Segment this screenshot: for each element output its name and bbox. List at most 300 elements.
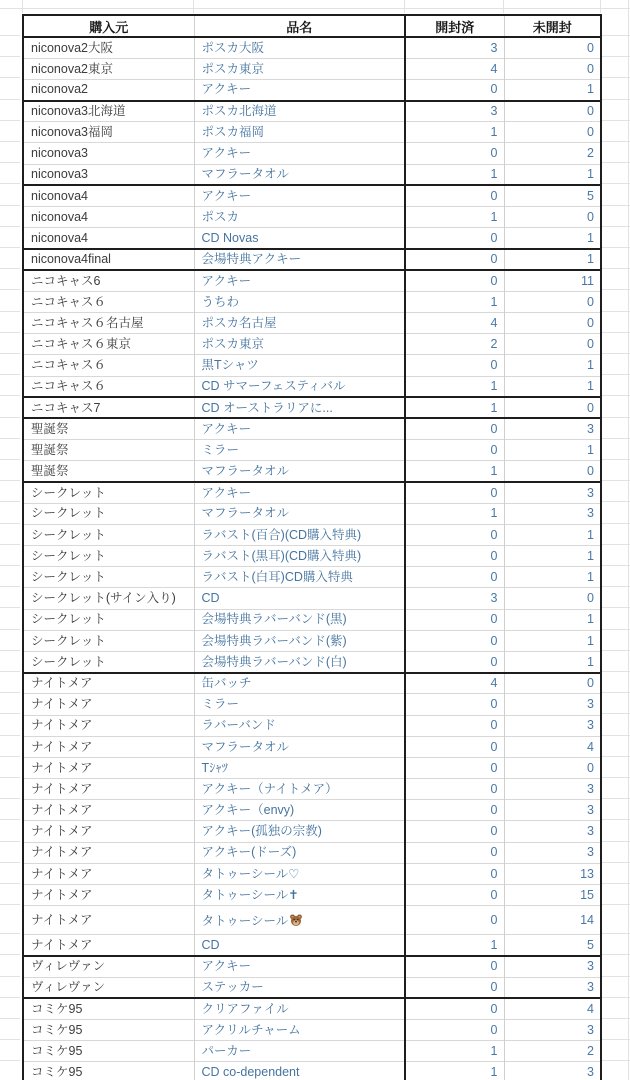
source-cell[interactable]: シークレット bbox=[23, 482, 194, 503]
source-cell[interactable]: niconova4 bbox=[23, 207, 194, 228]
gridline bbox=[602, 56, 630, 57]
gridline bbox=[602, 183, 630, 184]
table-row bbox=[23, 885, 601, 906]
gridline bbox=[0, 459, 20, 460]
gridline bbox=[193, 0, 194, 13]
gridline bbox=[602, 120, 630, 121]
unopened-count-cell[interactable]: 4 bbox=[504, 998, 601, 1019]
source-cell[interactable]: ナイトメア bbox=[23, 863, 194, 884]
source-cell[interactable]: 聖誕祭 bbox=[23, 440, 194, 461]
gridline bbox=[0, 417, 20, 418]
unopened-count-cell[interactable]: 3 bbox=[504, 956, 601, 977]
source-cell[interactable]: niconova3 bbox=[23, 143, 194, 164]
table-row bbox=[23, 651, 601, 672]
table-row bbox=[23, 863, 601, 884]
gridline bbox=[602, 798, 630, 799]
unopened-count-cell[interactable]: 1 bbox=[504, 164, 601, 185]
item-link-cell[interactable]: アクキー（envy) bbox=[194, 800, 405, 821]
source-cell[interactable]: シークレット(サイン入り) bbox=[23, 588, 194, 609]
gridline bbox=[602, 417, 630, 418]
opened-count-cell[interactable]: 1 bbox=[405, 376, 504, 397]
opened-count-cell[interactable]: 0 bbox=[405, 906, 504, 935]
unopened-count-cell[interactable]: 1 bbox=[504, 376, 601, 397]
item-link-cell[interactable]: パーカー bbox=[194, 1041, 405, 1062]
opened-count-cell[interactable]: 1 bbox=[405, 1062, 504, 1080]
gridline bbox=[0, 438, 20, 439]
source-cell[interactable]: ニコキャス6 bbox=[23, 270, 194, 291]
item-link-cell[interactable]: マフラータオル bbox=[194, 736, 405, 757]
opened-count-cell[interactable]: 1 bbox=[405, 207, 504, 228]
gridline bbox=[0, 997, 20, 998]
gridline bbox=[602, 438, 630, 439]
table-row bbox=[23, 977, 601, 998]
unopened-count-cell[interactable]: 1 bbox=[504, 524, 601, 545]
unopened-count-cell[interactable]: 1 bbox=[504, 609, 601, 630]
unopened-count-cell[interactable]: 0 bbox=[504, 122, 601, 143]
source-cell[interactable]: niconova2東京 bbox=[23, 58, 194, 79]
gridline bbox=[0, 77, 20, 78]
item-link-cell[interactable]: アクキー bbox=[194, 185, 405, 206]
unopened-count-cell[interactable]: 3 bbox=[504, 1019, 601, 1040]
table-row bbox=[23, 249, 601, 270]
gridline bbox=[602, 247, 630, 248]
gridline bbox=[0, 226, 20, 227]
table-row bbox=[23, 122, 601, 143]
table-row bbox=[23, 312, 601, 333]
item-link-cell[interactable]: マフラータオル bbox=[194, 503, 405, 524]
table-row bbox=[23, 101, 601, 122]
item-link-cell[interactable]: アクキー bbox=[194, 482, 405, 503]
table-row bbox=[23, 482, 601, 503]
opened-count-cell[interactable]: 4 bbox=[405, 58, 504, 79]
opened-count-cell[interactable]: 1 bbox=[405, 503, 504, 524]
unopened-count-cell[interactable]: 3 bbox=[504, 482, 601, 503]
opened-count-cell[interactable]: 0 bbox=[405, 249, 504, 270]
gridline bbox=[0, 247, 20, 248]
gridline bbox=[602, 523, 630, 524]
gridline bbox=[602, 162, 630, 163]
unopened-count-cell[interactable]: 0 bbox=[504, 397, 601, 418]
item-link-cell[interactable]: ポスカ bbox=[194, 207, 405, 228]
unopened-count-cell[interactable]: 4 bbox=[504, 736, 601, 757]
gridline bbox=[602, 841, 630, 842]
opened-count-cell[interactable]: 0 bbox=[405, 567, 504, 588]
opened-count-cell[interactable]: 3 bbox=[405, 101, 504, 122]
table-row bbox=[23, 355, 601, 376]
unopened-count-cell[interactable]: 1 bbox=[504, 651, 601, 672]
item-link-cell[interactable]: 会場特典ラバーバンド(紫) bbox=[194, 630, 405, 651]
unopened-count-cell[interactable]: 3 bbox=[504, 503, 601, 524]
item-link-cell[interactable]: 会場特典ラバーバンド(白) bbox=[194, 651, 405, 672]
item-link-cell[interactable]: CD co-dependent bbox=[194, 1062, 405, 1080]
gridline bbox=[503, 0, 504, 13]
table-row bbox=[23, 207, 601, 228]
unopened-count-cell[interactable]: 1 bbox=[504, 546, 601, 567]
source-cell[interactable]: シークレット bbox=[23, 630, 194, 651]
item-link-cell[interactable]: アクキー bbox=[194, 418, 405, 439]
source-cell[interactable]: ナイトメア bbox=[23, 715, 194, 736]
item-link-cell[interactable]: ラバスト(黒耳)(CD購入特典) bbox=[194, 546, 405, 567]
item-link-cell[interactable]: アクキー(孤独の宗教) bbox=[194, 821, 405, 842]
opened-count-cell[interactable]: 0 bbox=[405, 800, 504, 821]
source-cell[interactable]: シークレット bbox=[23, 503, 194, 524]
table-row bbox=[23, 956, 601, 977]
gridline bbox=[0, 1060, 20, 1061]
source-cell[interactable]: シークレット bbox=[23, 546, 194, 567]
gridline bbox=[0, 501, 20, 502]
gridline bbox=[602, 671, 630, 672]
unopened-count-cell[interactable]: 5 bbox=[504, 185, 601, 206]
source-cell[interactable]: ナイトメア bbox=[23, 736, 194, 757]
unopened-count-cell[interactable]: 1 bbox=[504, 440, 601, 461]
item-link-cell[interactable]: ラバスト(百合)(CD購入特典) bbox=[194, 524, 405, 545]
gridline bbox=[602, 756, 630, 757]
gridline bbox=[602, 565, 630, 566]
table-row bbox=[23, 79, 601, 100]
source-cell[interactable]: 聖誕祭 bbox=[23, 418, 194, 439]
gridline bbox=[602, 35, 630, 36]
gridline bbox=[602, 205, 630, 206]
item-link-cell[interactable]: ポスカ名古屋 bbox=[194, 312, 405, 333]
table-row bbox=[23, 673, 601, 694]
source-cell[interactable]: ナイトメア bbox=[23, 821, 194, 842]
source-cell[interactable]: ナイトメア bbox=[23, 800, 194, 821]
gridline bbox=[602, 777, 630, 778]
unopened-count-cell[interactable]: 0 bbox=[504, 207, 601, 228]
opened-count-cell[interactable]: 0 bbox=[405, 355, 504, 376]
source-cell[interactable]: ナイトメア bbox=[23, 935, 194, 956]
teddy-bear-emoji bbox=[289, 913, 303, 927]
item-link-cell[interactable]: ポスカ福岡 bbox=[194, 122, 405, 143]
opened-count-cell[interactable]: 0 bbox=[405, 228, 504, 249]
opened-count-cell[interactable]: 0 bbox=[405, 977, 504, 998]
item-link-cell[interactable]: マフラータオル bbox=[194, 164, 405, 185]
opened-count-cell[interactable]: 0 bbox=[405, 630, 504, 651]
source-cell[interactable]: シークレット bbox=[23, 609, 194, 630]
item-link-cell[interactable]: アクキー bbox=[194, 270, 405, 291]
opened-count-cell[interactable]: 0 bbox=[405, 440, 504, 461]
source-cell[interactable]: ナイトメア bbox=[23, 757, 194, 778]
source-cell[interactable]: コミケ95 bbox=[23, 1019, 194, 1040]
unopened-count-cell[interactable]: 1 bbox=[504, 228, 601, 249]
unopened-count-cell[interactable]: 3 bbox=[504, 694, 601, 715]
gridline bbox=[602, 607, 630, 608]
gridline bbox=[602, 332, 630, 333]
opened-count-cell[interactable]: 0 bbox=[405, 842, 504, 863]
table-row bbox=[23, 935, 601, 956]
column-header-opened[interactable]: 開封済 bbox=[405, 15, 504, 37]
unopened-count-cell[interactable]: 2 bbox=[504, 143, 601, 164]
item-link-cell[interactable]: 缶バッチ bbox=[194, 673, 405, 694]
item-link-cell[interactable]: ポスカ北海道 bbox=[194, 101, 405, 122]
item-link-cell[interactable]: 会場特典ラバーバンド(黒) bbox=[194, 609, 405, 630]
item-link-cell[interactable]: アクキー bbox=[194, 956, 405, 977]
gridline bbox=[602, 954, 630, 955]
gridline bbox=[0, 904, 20, 905]
unopened-count-cell[interactable]: 0 bbox=[504, 757, 601, 778]
column-header-unopened[interactable]: 未開封 bbox=[504, 15, 601, 37]
item-link-cell[interactable]: ミラー bbox=[194, 694, 405, 715]
table-row bbox=[23, 998, 601, 1019]
gridline bbox=[0, 523, 20, 524]
source-cell[interactable]: niconova4 bbox=[23, 228, 194, 249]
gridline bbox=[600, 0, 601, 13]
table-row bbox=[23, 736, 601, 757]
unopened-count-cell[interactable]: 1 bbox=[504, 630, 601, 651]
opened-count-cell[interactable]: 0 bbox=[405, 143, 504, 164]
item-link-cell[interactable]: 会場特典アクキー bbox=[194, 249, 405, 270]
opened-count-cell[interactable]: 3 bbox=[405, 588, 504, 609]
opened-count-cell[interactable]: 0 bbox=[405, 651, 504, 672]
table-row bbox=[23, 270, 601, 291]
gridline bbox=[602, 395, 630, 396]
item-link-cell[interactable]: アクキー bbox=[194, 143, 405, 164]
item-link-cell[interactable]: CD bbox=[194, 588, 405, 609]
item-link-cell[interactable]: Tｼｬﾂ bbox=[194, 757, 405, 778]
unopened-count-cell[interactable]: 0 bbox=[504, 291, 601, 312]
opened-count-cell[interactable]: 2 bbox=[405, 334, 504, 355]
table-row bbox=[23, 37, 601, 58]
gridline bbox=[0, 713, 20, 714]
gridline bbox=[602, 997, 630, 998]
opened-count-cell[interactable]: 1 bbox=[405, 461, 504, 482]
source-cell[interactable]: ニコキャス7 bbox=[23, 397, 194, 418]
source-cell[interactable]: ナイトメア bbox=[23, 842, 194, 863]
table-row bbox=[23, 630, 601, 651]
gridline bbox=[0, 933, 20, 934]
unopened-count-cell[interactable]: 14 bbox=[504, 906, 601, 935]
item-link-cell[interactable]: アクキー（ナイトメア） bbox=[194, 779, 405, 800]
unopened-count-cell[interactable]: 2 bbox=[504, 1041, 601, 1062]
gridline bbox=[602, 713, 630, 714]
gridline bbox=[0, 650, 20, 651]
unopened-count-cell[interactable]: 0 bbox=[504, 58, 601, 79]
gridline bbox=[0, 1039, 20, 1040]
unopened-count-cell[interactable]: 11 bbox=[504, 270, 601, 291]
unopened-count-cell[interactable]: 0 bbox=[504, 673, 601, 694]
item-link-cell[interactable]: アクキー(ドーズ) bbox=[194, 842, 405, 863]
gridline bbox=[0, 56, 20, 57]
unopened-count-cell[interactable]: 0 bbox=[504, 312, 601, 333]
opened-count-cell[interactable]: 1 bbox=[405, 164, 504, 185]
opened-count-cell[interactable]: 0 bbox=[405, 757, 504, 778]
item-link-cell[interactable]: うちわ bbox=[194, 291, 405, 312]
opened-count-cell[interactable]: 1 bbox=[405, 122, 504, 143]
unopened-count-cell[interactable]: 3 bbox=[504, 779, 601, 800]
item-link-cell[interactable]: ミラー bbox=[194, 440, 405, 461]
opened-count-cell[interactable]: 4 bbox=[405, 312, 504, 333]
opened-count-cell[interactable]: 0 bbox=[405, 779, 504, 800]
gridline bbox=[602, 226, 630, 227]
source-cell[interactable]: niconova3 bbox=[23, 164, 194, 185]
gridline bbox=[0, 1018, 20, 1019]
opened-count-cell[interactable]: 0 bbox=[405, 1019, 504, 1040]
opened-count-cell[interactable]: 1 bbox=[405, 935, 504, 956]
source-cell[interactable]: ナイトメア bbox=[23, 694, 194, 715]
column-header-source[interactable]: 購入元 bbox=[23, 15, 194, 37]
item-link-cell[interactable]: マフラータオル bbox=[194, 461, 405, 482]
source-cell[interactable]: ナイトメア bbox=[23, 779, 194, 800]
item-link-cell[interactable]: CD オーストラリアに... bbox=[194, 397, 405, 418]
gridline bbox=[0, 332, 20, 333]
table-row bbox=[23, 397, 601, 418]
table-body bbox=[23, 37, 601, 1080]
source-cell[interactable]: ニコキャス６東京 bbox=[23, 334, 194, 355]
table-row bbox=[23, 503, 601, 524]
gridline bbox=[0, 311, 20, 312]
unopened-count-cell[interactable]: 5 bbox=[504, 935, 601, 956]
opened-count-cell[interactable]: 0 bbox=[405, 546, 504, 567]
unopened-count-cell[interactable]: 1 bbox=[504, 567, 601, 588]
opened-count-cell[interactable]: 0 bbox=[405, 715, 504, 736]
opened-count-cell[interactable]: 0 bbox=[405, 609, 504, 630]
gridline bbox=[0, 735, 20, 736]
opened-count-cell[interactable]: 0 bbox=[405, 270, 504, 291]
source-cell[interactable]: niconova3北海道 bbox=[23, 101, 194, 122]
item-link-cell[interactable]: 黒Tシャツ bbox=[194, 355, 405, 376]
gridline bbox=[0, 607, 20, 608]
unopened-count-cell[interactable]: 3 bbox=[504, 418, 601, 439]
unopened-count-cell[interactable]: 15 bbox=[504, 885, 601, 906]
gridline bbox=[602, 459, 630, 460]
source-cell[interactable]: ナイトメア bbox=[23, 885, 194, 906]
source-cell[interactable]: ヴィレヴァン bbox=[23, 956, 194, 977]
unopened-count-cell[interactable]: 0 bbox=[504, 334, 601, 355]
opened-count-cell[interactable]: 0 bbox=[405, 885, 504, 906]
opened-count-cell[interactable]: 1 bbox=[405, 291, 504, 312]
unopened-count-cell[interactable]: 0 bbox=[504, 101, 601, 122]
item-link-cell[interactable]: アクキー bbox=[194, 79, 405, 100]
unopened-count-cell[interactable]: 1 bbox=[504, 249, 601, 270]
table-row bbox=[23, 164, 601, 185]
item-link-cell[interactable]: タトゥーシール♡ bbox=[194, 863, 405, 884]
opened-count-cell[interactable]: 0 bbox=[405, 736, 504, 757]
opened-count-cell[interactable]: 0 bbox=[405, 418, 504, 439]
source-cell[interactable]: ニコキャス６名古屋 bbox=[23, 312, 194, 333]
source-cell[interactable]: コミケ95 bbox=[23, 998, 194, 1019]
source-cell[interactable]: ナイトメア bbox=[23, 673, 194, 694]
source-cell[interactable]: ニコキャス６ bbox=[23, 355, 194, 376]
source-cell[interactable]: コミケ95 bbox=[23, 1062, 194, 1080]
source-cell[interactable]: ニコキャス６ bbox=[23, 376, 194, 397]
opened-count-cell[interactable]: 0 bbox=[405, 998, 504, 1019]
item-link-cell[interactable]: ポスカ大阪 bbox=[194, 37, 405, 58]
gridline bbox=[602, 976, 630, 977]
item-link-cell[interactable]: アクリルチャーム bbox=[194, 1019, 405, 1040]
item-link-cell[interactable]: CD サマーフェスティバル bbox=[194, 376, 405, 397]
item-link-cell[interactable]: ポスカ東京 bbox=[194, 58, 405, 79]
gridline bbox=[0, 268, 20, 269]
opened-count-cell[interactable]: 3 bbox=[405, 37, 504, 58]
gridline bbox=[22, 0, 23, 13]
gridline bbox=[0, 374, 20, 375]
opened-count-cell[interactable]: 0 bbox=[405, 694, 504, 715]
unopened-count-cell[interactable]: 3 bbox=[504, 977, 601, 998]
unopened-count-cell[interactable]: 13 bbox=[504, 863, 601, 884]
opened-count-cell[interactable]: 0 bbox=[405, 821, 504, 842]
unopened-count-cell[interactable]: 1 bbox=[504, 79, 601, 100]
table-row bbox=[23, 1041, 601, 1062]
unopened-count-cell[interactable]: 3 bbox=[504, 715, 601, 736]
source-cell[interactable]: ナイトメア bbox=[23, 906, 194, 935]
gridline bbox=[602, 586, 630, 587]
source-cell[interactable]: niconova2大阪 bbox=[23, 37, 194, 58]
gridline bbox=[602, 862, 630, 863]
opened-count-cell[interactable]: 0 bbox=[405, 956, 504, 977]
source-cell[interactable]: シークレット bbox=[23, 567, 194, 588]
gridline bbox=[0, 99, 20, 100]
opened-count-cell[interactable]: 0 bbox=[405, 482, 504, 503]
column-header-item[interactable]: 品名 bbox=[194, 15, 405, 37]
unopened-count-cell[interactable]: 1 bbox=[504, 355, 601, 376]
source-cell[interactable]: niconova4final bbox=[23, 249, 194, 270]
unopened-count-cell[interactable]: 3 bbox=[504, 800, 601, 821]
opened-count-cell[interactable]: 0 bbox=[405, 863, 504, 884]
gridline bbox=[602, 904, 630, 905]
unopened-count-cell[interactable]: 3 bbox=[504, 1062, 601, 1080]
unopened-count-cell[interactable]: 0 bbox=[504, 37, 601, 58]
gridline bbox=[602, 353, 630, 354]
unopened-count-cell[interactable]: 3 bbox=[504, 842, 601, 863]
unopened-count-cell[interactable]: 0 bbox=[504, 461, 601, 482]
table-row bbox=[23, 694, 601, 715]
source-cell[interactable]: niconova2 bbox=[23, 79, 194, 100]
item-link-cell[interactable]: ラバーバンド bbox=[194, 715, 405, 736]
gridline bbox=[602, 1060, 630, 1061]
item-link-cell[interactable]: ステッカー bbox=[194, 977, 405, 998]
gridline bbox=[602, 692, 630, 693]
item-link-cell[interactable]: タトゥーシール bbox=[194, 906, 405, 935]
opened-count-cell[interactable]: 4 bbox=[405, 673, 504, 694]
unopened-count-cell[interactable]: 3 bbox=[504, 821, 601, 842]
item-link-cell[interactable]: CD Novas bbox=[194, 228, 405, 249]
item-link-cell[interactable]: ラバスト(白耳)CD購入特典 bbox=[194, 567, 405, 588]
source-cell[interactable]: 聖誕祭 bbox=[23, 461, 194, 482]
unopened-count-cell[interactable]: 0 bbox=[504, 588, 601, 609]
item-link-cell[interactable]: タトゥーシール✝ bbox=[194, 885, 405, 906]
item-link-cell[interactable]: ポスカ東京 bbox=[194, 334, 405, 355]
gridline bbox=[602, 735, 630, 736]
gridline bbox=[602, 480, 630, 481]
opened-count-cell[interactable]: 1 bbox=[405, 397, 504, 418]
source-cell[interactable]: コミケ95 bbox=[23, 1041, 194, 1062]
source-cell[interactable]: niconova4 bbox=[23, 185, 194, 206]
opened-count-cell[interactable]: 0 bbox=[405, 79, 504, 100]
table-row bbox=[23, 185, 601, 206]
gridline bbox=[0, 883, 20, 884]
item-link-cell[interactable]: クリアファイル bbox=[194, 998, 405, 1019]
gridline bbox=[0, 819, 20, 820]
source-cell[interactable]: ニコキャス６ bbox=[23, 291, 194, 312]
gridline bbox=[602, 650, 630, 651]
gridline bbox=[0, 162, 20, 163]
source-cell[interactable]: シークレット bbox=[23, 651, 194, 672]
source-cell[interactable]: niconova3福岡 bbox=[23, 122, 194, 143]
item-link-cell[interactable]: CD bbox=[194, 935, 405, 956]
gridline bbox=[0, 862, 20, 863]
source-cell[interactable]: ヴィレヴァン bbox=[23, 977, 194, 998]
gridline bbox=[602, 268, 630, 269]
table-row bbox=[23, 1019, 601, 1040]
opened-count-cell[interactable]: 0 bbox=[405, 185, 504, 206]
opened-count-cell[interactable]: 1 bbox=[405, 1041, 504, 1062]
gridline bbox=[0, 777, 20, 778]
gridline bbox=[0, 8, 630, 9]
source-cell[interactable]: シークレット bbox=[23, 524, 194, 545]
table-row bbox=[23, 609, 601, 630]
opened-count-cell[interactable]: 0 bbox=[405, 524, 504, 545]
table-row bbox=[23, 757, 601, 778]
